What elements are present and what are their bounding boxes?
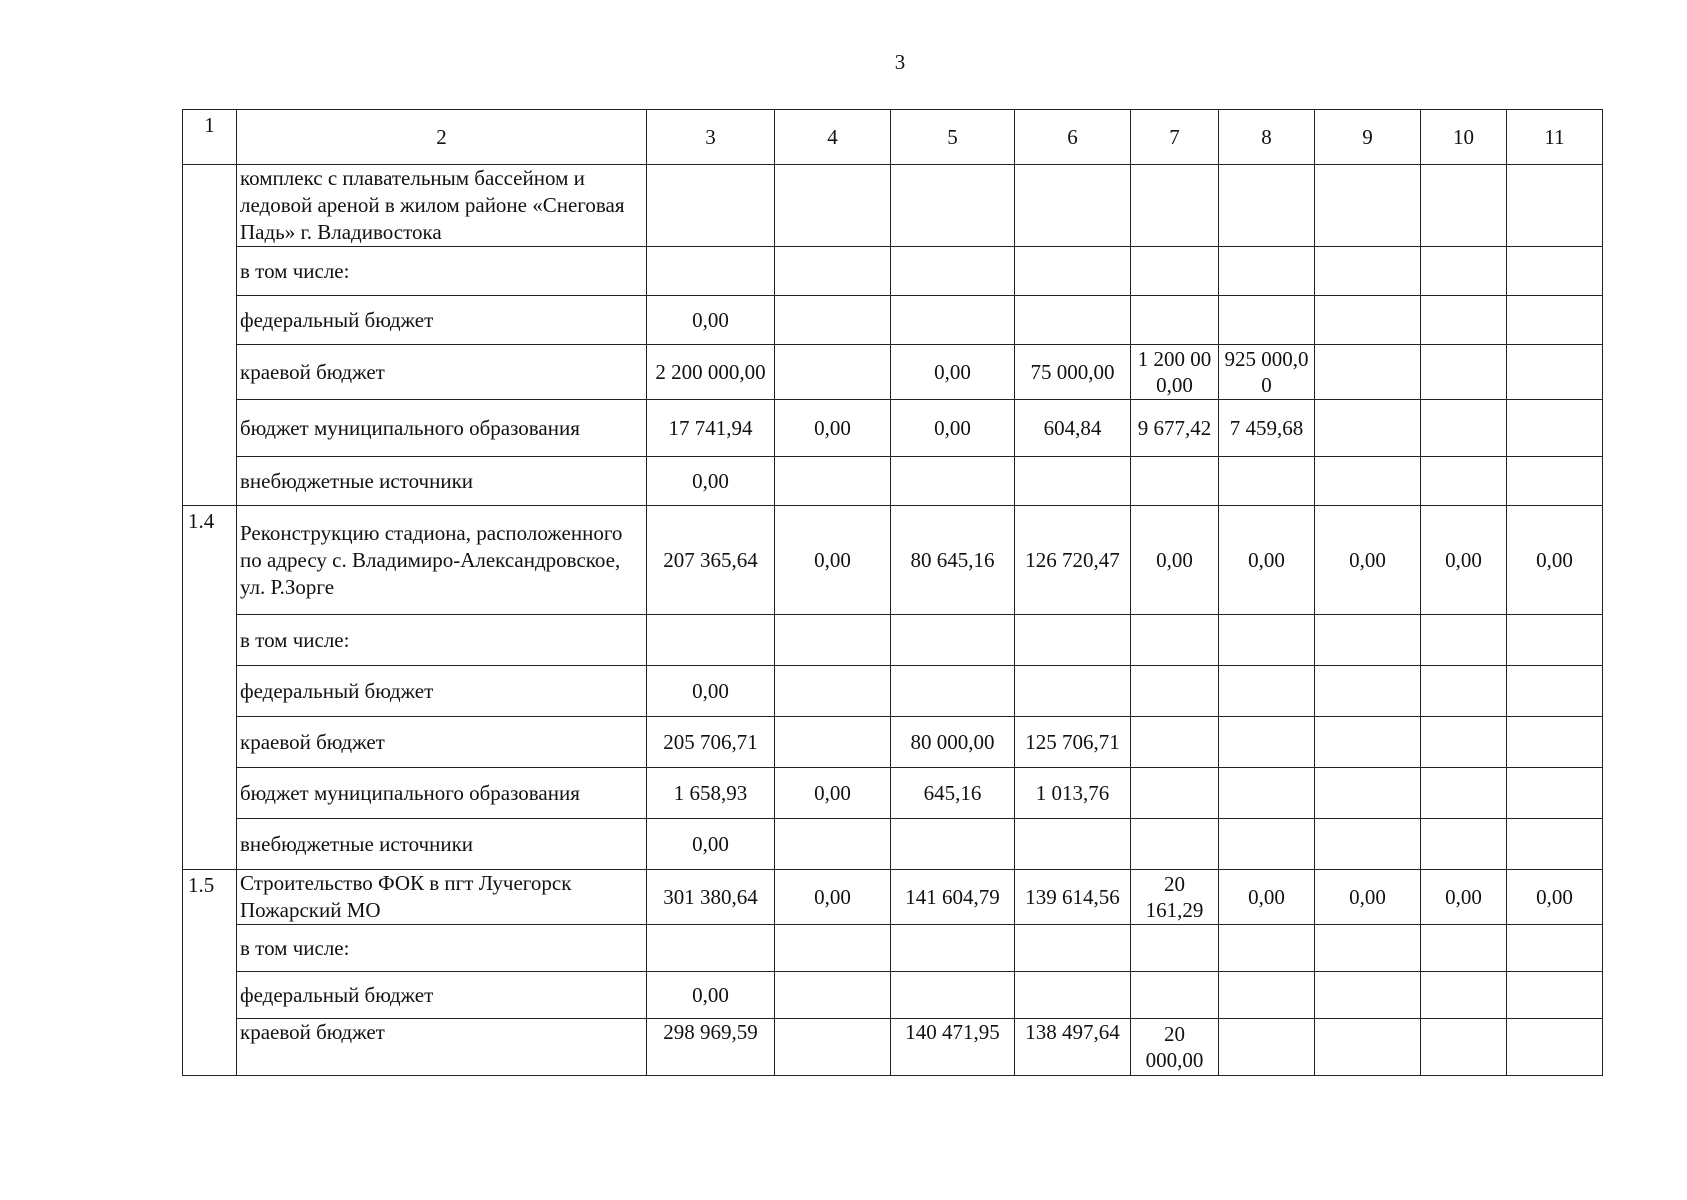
cell-col3: 0,00 — [647, 296, 775, 345]
cell-col4 — [775, 717, 891, 768]
cell-col7: 20 000,00 — [1131, 1019, 1219, 1076]
cell-col9 — [1315, 768, 1421, 819]
cell-col7: 1 200 000,00 — [1131, 345, 1219, 400]
cell-col11 — [1507, 165, 1603, 247]
cell-col4 — [775, 296, 891, 345]
cell-col7 — [1131, 972, 1219, 1019]
row-name: в том числе: — [237, 615, 647, 666]
cell-col5 — [891, 165, 1015, 247]
table-row — [183, 165, 1603, 247]
cell-col5: 80 000,00 — [891, 717, 1015, 768]
row-number — [183, 165, 237, 506]
table-row — [183, 345, 1603, 400]
cell-col9 — [1315, 972, 1421, 1019]
cell-col8 — [1219, 972, 1315, 1019]
table-row — [183, 506, 1603, 615]
cell-col11 — [1507, 666, 1603, 717]
cell-col8 — [1219, 165, 1315, 247]
cell-col7 — [1131, 247, 1219, 296]
cell-col5 — [891, 972, 1015, 1019]
cell-col9 — [1315, 247, 1421, 296]
cell-col9 — [1315, 165, 1421, 247]
cell-col3: 1 658,93 — [647, 768, 775, 819]
header-cell: 2 — [237, 110, 647, 165]
cell-col4 — [775, 615, 891, 666]
cell-col9 — [1315, 1019, 1421, 1076]
cell-col9 — [1315, 666, 1421, 717]
row-name: внебюджетные источники — [237, 819, 647, 870]
header-cell: 6 — [1015, 110, 1131, 165]
cell-col3: 0,00 — [647, 819, 775, 870]
cell-col6 — [1015, 457, 1131, 506]
cell-col8: 0,00 — [1219, 870, 1315, 925]
cell-col10 — [1421, 666, 1507, 717]
cell-col11 — [1507, 819, 1603, 870]
cell-col10 — [1421, 925, 1507, 972]
cell-col4 — [775, 1019, 891, 1076]
cell-col6 — [1015, 615, 1131, 666]
cell-col9 — [1315, 819, 1421, 870]
cell-col7 — [1131, 819, 1219, 870]
cell-col9 — [1315, 400, 1421, 457]
cell-col10 — [1421, 972, 1507, 1019]
cell-col8 — [1219, 717, 1315, 768]
cell-col4 — [775, 925, 891, 972]
row-name: федеральный бюджет — [237, 972, 647, 1019]
header-row — [183, 110, 1603, 165]
cell-col4 — [775, 345, 891, 400]
cell-col9 — [1315, 296, 1421, 345]
cell-col3 — [647, 615, 775, 666]
cell-col6: 1 013,76 — [1015, 768, 1131, 819]
budget-table — [182, 109, 1603, 1076]
row-name: федеральный бюджет — [237, 296, 647, 345]
table-row — [183, 247, 1603, 296]
cell-col4 — [775, 457, 891, 506]
cell-col9 — [1315, 345, 1421, 400]
cell-col8 — [1219, 819, 1315, 870]
cell-col7 — [1131, 768, 1219, 819]
cell-col4 — [775, 165, 891, 247]
cell-col5 — [891, 666, 1015, 717]
cell-col10 — [1421, 819, 1507, 870]
cell-col6 — [1015, 972, 1131, 1019]
cell-col5: 80 645,16 — [891, 506, 1015, 615]
cell-col5 — [891, 296, 1015, 345]
cell-col8 — [1219, 768, 1315, 819]
table-row — [183, 768, 1603, 819]
cell-col6: 604,84 — [1015, 400, 1131, 457]
row-name: краевой бюджет — [237, 345, 647, 400]
cell-col4: 0,00 — [775, 768, 891, 819]
cell-col7: 0,00 — [1131, 506, 1219, 615]
header-cell: 8 — [1219, 110, 1315, 165]
cell-col6: 126 720,47 — [1015, 506, 1131, 615]
cell-col5 — [891, 457, 1015, 506]
cell-col4: 0,00 — [775, 400, 891, 457]
cell-col9 — [1315, 717, 1421, 768]
cell-col3: 207 365,64 — [647, 506, 775, 615]
cell-col9: 0,00 — [1315, 506, 1421, 615]
cell-col11 — [1507, 615, 1603, 666]
cell-col3: 0,00 — [647, 666, 775, 717]
cell-col5: 140 471,95 — [891, 1019, 1015, 1076]
cell-col3: 301 380,64 — [647, 870, 775, 925]
table-row — [183, 457, 1603, 506]
cell-col3: 0,00 — [647, 972, 775, 1019]
header-cell: 10 — [1421, 110, 1507, 165]
cell-col10 — [1421, 717, 1507, 768]
cell-col10: 0,00 — [1421, 506, 1507, 615]
cell-col5 — [891, 247, 1015, 296]
cell-col5 — [891, 615, 1015, 666]
cell-col5 — [891, 819, 1015, 870]
cell-col6 — [1015, 666, 1131, 717]
cell-col3: 205 706,71 — [647, 717, 775, 768]
cell-col4: 0,00 — [775, 870, 891, 925]
cell-col6: 125 706,71 — [1015, 717, 1131, 768]
cell-col6: 138 497,64 — [1015, 1019, 1131, 1076]
cell-col8 — [1219, 925, 1315, 972]
cell-col6: 75 000,00 — [1015, 345, 1131, 400]
cell-col3: 298 969,59 — [647, 1019, 775, 1076]
row-name: Реконструкцию стадиона, расположенного по адресу с. Владимиро-Александровское, ул. Р.Зорге — [237, 506, 647, 615]
cell-col6: 139 614,56 — [1015, 870, 1131, 925]
row-name: краевой бюджет — [237, 1019, 647, 1076]
cell-col7 — [1131, 925, 1219, 972]
cell-col8 — [1219, 615, 1315, 666]
cell-col10 — [1421, 400, 1507, 457]
table-row — [183, 972, 1603, 1019]
cell-col7: 9 677,42 — [1131, 400, 1219, 457]
header-cell: 11 — [1507, 110, 1603, 165]
header-cell: 1 — [183, 110, 237, 165]
cell-col7 — [1131, 296, 1219, 345]
row-name: федеральный бюджет — [237, 666, 647, 717]
table-row — [183, 296, 1603, 345]
cell-col10: 0,00 — [1421, 870, 1507, 925]
cell-col8 — [1219, 1019, 1315, 1076]
cell-col9 — [1315, 457, 1421, 506]
table-row — [183, 870, 1603, 925]
cell-col11 — [1507, 296, 1603, 345]
cell-col11 — [1507, 768, 1603, 819]
cell-col7: 20 161,29 — [1131, 870, 1219, 925]
cell-col4 — [775, 666, 891, 717]
cell-col10 — [1421, 296, 1507, 345]
cell-col5: 141 604,79 — [891, 870, 1015, 925]
header-cell: 5 — [891, 110, 1015, 165]
cell-col8 — [1219, 666, 1315, 717]
cell-col10 — [1421, 345, 1507, 400]
header-cell: 3 — [647, 110, 775, 165]
cell-col8: 7 459,68 — [1219, 400, 1315, 457]
cell-col8 — [1219, 296, 1315, 345]
table-row — [183, 717, 1603, 768]
cell-col3 — [647, 165, 775, 247]
cell-col10 — [1421, 165, 1507, 247]
cell-col8: 925 000,00 — [1219, 345, 1315, 400]
cell-col4 — [775, 819, 891, 870]
cell-col11: 0,00 — [1507, 506, 1603, 615]
cell-col7 — [1131, 666, 1219, 717]
cell-col6 — [1015, 165, 1131, 247]
row-number: 1.4 — [183, 506, 237, 870]
table-row — [183, 666, 1603, 717]
cell-col7 — [1131, 165, 1219, 247]
cell-col4: 0,00 — [775, 506, 891, 615]
header-cell: 7 — [1131, 110, 1219, 165]
cell-col10 — [1421, 1019, 1507, 1076]
cell-col3: 2 200 000,00 — [647, 345, 775, 400]
cell-col5: 0,00 — [891, 345, 1015, 400]
row-name: внебюджетные источники — [237, 457, 647, 506]
cell-col4 — [775, 972, 891, 1019]
cell-col3: 0,00 — [647, 457, 775, 506]
row-name: в том числе: — [237, 247, 647, 296]
cell-col6 — [1015, 247, 1131, 296]
table-row — [183, 925, 1603, 972]
cell-col10 — [1421, 615, 1507, 666]
cell-col8: 0,00 — [1219, 506, 1315, 615]
cell-col11 — [1507, 247, 1603, 296]
cell-col7 — [1131, 615, 1219, 666]
cell-col10 — [1421, 247, 1507, 296]
page-number: 3 — [894, 50, 906, 74]
cell-col9 — [1315, 925, 1421, 972]
cell-col3 — [647, 925, 775, 972]
cell-col10 — [1421, 768, 1507, 819]
cell-col11 — [1507, 972, 1603, 1019]
cell-col11 — [1507, 1019, 1603, 1076]
cell-col7 — [1131, 717, 1219, 768]
row-name: в том числе: — [237, 925, 647, 972]
cell-col6 — [1015, 925, 1131, 972]
cell-col11: 0,00 — [1507, 870, 1603, 925]
cell-col5 — [891, 925, 1015, 972]
cell-col5: 0,00 — [891, 400, 1015, 457]
cell-col6 — [1015, 296, 1131, 345]
row-name: Строительство ФОК в пгт Лучегорск Пожарский МО — [237, 870, 647, 925]
cell-col8 — [1219, 247, 1315, 296]
cell-col9 — [1315, 615, 1421, 666]
cell-col6 — [1015, 819, 1131, 870]
cell-col7 — [1131, 457, 1219, 506]
cell-col4 — [775, 247, 891, 296]
cell-col11 — [1507, 457, 1603, 506]
cell-col3 — [647, 247, 775, 296]
cell-col3: 17 741,94 — [647, 400, 775, 457]
cell-col5: 645,16 — [891, 768, 1015, 819]
row-name: бюджет муниципального образования — [237, 400, 647, 457]
row-name: комплекс с плавательным бассейном и ледовой ареной в жилом районе «Снеговая Падь» г. Владивостока — [237, 165, 647, 247]
cell-col10 — [1421, 457, 1507, 506]
row-name: краевой бюджет — [237, 717, 647, 768]
row-name: бюджет муниципального образования — [237, 768, 647, 819]
table-row — [183, 819, 1603, 870]
cell-col8 — [1219, 457, 1315, 506]
table-row — [183, 1019, 1603, 1076]
header-cell: 9 — [1315, 110, 1421, 165]
cell-col11 — [1507, 400, 1603, 457]
header-cell: 4 — [775, 110, 891, 165]
cell-col11 — [1507, 925, 1603, 972]
cell-col11 — [1507, 345, 1603, 400]
table-row — [183, 400, 1603, 457]
cell-col9: 0,00 — [1315, 870, 1421, 925]
cell-col11 — [1507, 717, 1603, 768]
table-row — [183, 615, 1603, 666]
row-number: 1.5 — [183, 870, 237, 1076]
